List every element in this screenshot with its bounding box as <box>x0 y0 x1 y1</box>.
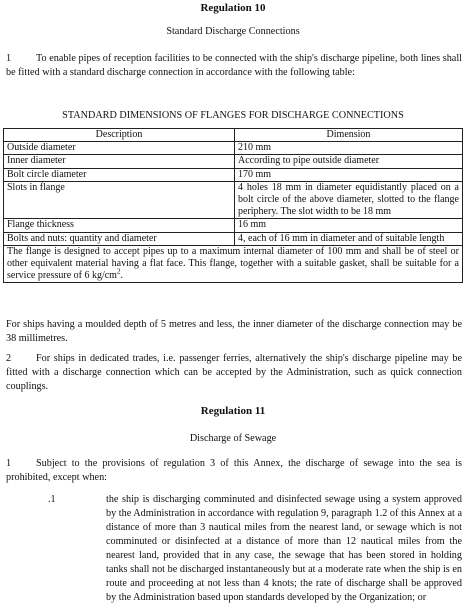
table-row <box>4 155 463 168</box>
table-cell-dimension: 210 mm <box>235 142 463 155</box>
table-note <box>4 245 463 283</box>
table-row <box>4 142 463 155</box>
table-cell-dimension: 16 mm <box>235 219 463 232</box>
paragraph-text: To enable pipes of reception facilities to be connected with the ship's discharge pipeline, both lines shall be fitted with a standard discharge connection in accordance with the following table: <box>6 53 462 78</box>
small-ships-paragraph: For ships having a moulded depth of 5 metres and less, the inner diameter of the discharge connection may be 38 millimetres. <box>6 319 462 344</box>
paragraph-number: 1 <box>6 53 12 64</box>
paragraph-text: Subject to the provisions of regulation 3 of this Annex, the discharge of sewage into the sea is prohibited, except when: <box>6 458 462 483</box>
table-note-row <box>4 245 463 283</box>
table-title: STANDARD DIMENSIONS OF FLANGES FOR DISCHARGE CONNECTIONS <box>62 110 404 121</box>
table-cell-description: Flange thickness <box>4 219 235 232</box>
regulation-10-paragraph-1 <box>6 52 462 80</box>
regulation-11-item-1-text: the ship is discharging comminuted and disinfected sewage using a system approved by the Administration in accordance with regulation 9, paragraph 1.2 of this Annex at a distance of more than 3 nautical miles from the nearest land, or sewage which is not comminuted or disinfected at a distance of more than 12 nautical miles from the nearest land, provided that in any case, the sewage that has been stored in holding tanks shall not be discharged instantaneously but at a moderate rate when the ship is en route and proceeding at not less than 4 knots; the rate of discharge shall be approved by the Administration based upon standards developed by the Organization; or <box>106 494 462 603</box>
flange-dimensions-table <box>3 128 463 283</box>
table-header-row <box>4 129 463 142</box>
table-cell-dimension: According to pipe outside diameter <box>235 155 463 168</box>
table-note-text: The flange is designed to accept pipes up to a maximum internal diameter of 100 mm and shall be of steel or other equivalent material having a flat face. This flange, together with a suitable gasket, shall be suitable for a service pressure of 6 kg/cm <box>7 245 459 282</box>
table-cell-dimension: 4 holes 18 mm in diameter equidistantly placed on a bolt circle of the above diameter, slotted to the flange periphery. The slot width to be 18 mm <box>235 181 463 219</box>
regulation-10-subheading: Standard Discharge Connections <box>166 26 300 37</box>
item-number: .1 <box>48 494 56 505</box>
table-row <box>4 232 463 245</box>
paragraph-text: For ships in dedicated trades, i.e. passenger ferries, alternatively the ship's discharge pipeline may be fitted with a discharge connection which can be accepted by the Administration, such as quick connection couplings. <box>6 353 462 392</box>
table-cell-description: Inner diameter <box>4 155 235 168</box>
regulation-11-heading: Regulation 11 <box>200 405 266 417</box>
table-cell-dimension: 4, each of 16 mm in diameter and of suitable length <box>235 232 463 245</box>
column-header-dimension: Dimension <box>235 129 463 142</box>
table-cell-description: Outside diameter <box>4 142 235 155</box>
table-row <box>4 181 463 219</box>
paragraph-number: 1 <box>6 458 12 469</box>
table-cell-description: Bolts and nuts: quantity and diameter <box>4 232 235 245</box>
column-header-description: Description <box>4 129 235 142</box>
regulation-11-subheading: Discharge of Sewage <box>189 433 277 444</box>
paragraph-number: 2 <box>6 353 12 364</box>
table-note-superscript: 2 <box>116 267 121 276</box>
regulation-10-heading: Regulation 10 <box>200 2 266 14</box>
table-row <box>4 168 463 181</box>
table-note-end: . <box>120 270 123 282</box>
regulation-11-paragraph-1 <box>6 457 462 485</box>
table-row <box>4 219 463 232</box>
regulation-10-paragraph-2 <box>6 352 462 394</box>
table-cell-description: Slots in flange <box>4 181 235 219</box>
table-cell-dimension: 170 mm <box>235 168 463 181</box>
table-cell-description: Bolt circle diameter <box>4 168 235 181</box>
